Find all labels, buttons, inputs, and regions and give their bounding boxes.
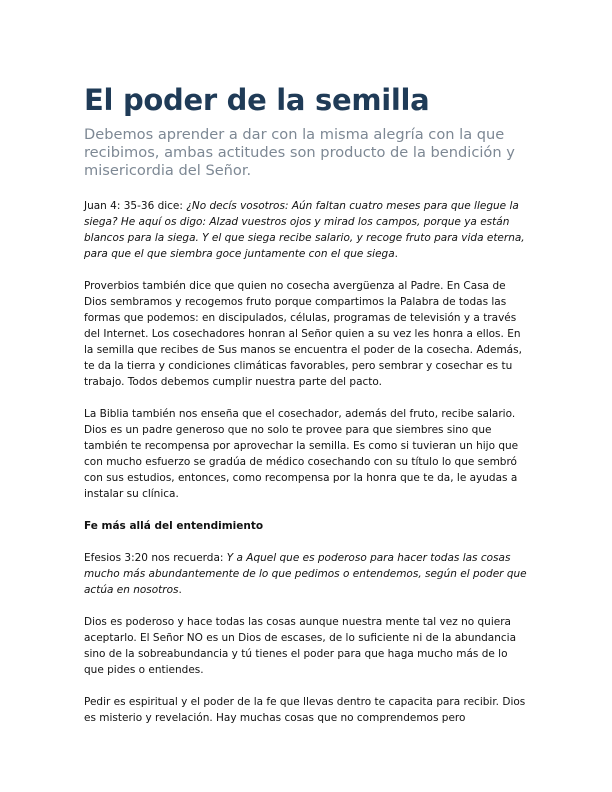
verse-reference: Juan 4: 35-36 dice: — [84, 200, 187, 212]
verse-quote: ¿No decís vosotros: Aún faltan cuatro meses para que llegue la siega? He aquí os digo: Alzad vuestros ojos y mirad los campos, porque ya están blancos para la siega. Y el que siega recibe salario, y recoge fruto para vida eterna, para que el que siembra goce juntamente con el que siega — [84, 200, 525, 260]
paragraph-poderoso: Dios es poderoso y hace todas las cosas aunque nuestra mente tal vez no quiera aceptarlo. El Señor NO es un Dios de escases, de lo suficiente ni de la abundancia sino de la sobreabundancia y tú tienes el poder para que haga mucho más de lo que pides o entiendes. — [84, 616, 517, 676]
verse-end: . — [178, 584, 182, 596]
paragraph-biblia: La Biblia también nos enseña que el cosechador, además del fruto, recibe salario. Dios es un padre generoso que no solo te provee para que siembres sino que también te recompensa por aprovechar la semilla. Es como si tuvieran un hijo que con mucho esfuerzo se gradúa de médico cosechando con su título lo que sembró con sus estudios, entonces, como recompensa por la honra que te da, le ayudas a instalar su clínica. — [84, 408, 519, 500]
article-subtitle: Debemos aprender a dar con la misma alegría con la que recibimos, ambas actitudes son producto de la bendición y misericordia del Señor. — [84, 126, 515, 179]
verse-quote: Y a Aquel que es poderoso para hacer todas las cosas mucho más abundantemente de lo que pedimos o entendemos, según el poder que actúa en nosotros — [84, 552, 527, 596]
verse-reference: Efesios 3:20 nos recuerda: — [84, 552, 227, 564]
paragraph-efesios — [84, 550, 528, 598]
paragraph-proverbios: Proverbios también dice que quien no cosecha avergüenza al Padre. En Casa de Dios sembramos y recogemos fruto porque compartimos la Palabra de todas las formas que podemos: en discipulados, células, programas de televisión y a través del Internet. Los cosechadores honran al Señor quien a su vez les honra a ellos. En la semilla que recibes de Sus manos se encuentra el poder de la cosecha. Además, te da la tierra y condiciones climáticas favorables, pero sembrar y cosechar es tu trabajo. Todos debemos cumplir nuestra parte del pacto. — [84, 280, 522, 388]
section-heading: Fe más allá del entendimiento — [84, 520, 264, 532]
article-title: El poder de la semilla — [84, 83, 430, 117]
verse-end: . — [394, 248, 398, 260]
paragraph-pedir: Pedir es espiritual y el poder de la fe que llevas dentro te capacita para recibir. Dios es misterio y revelación. Hay muchas cosas que no comprendemos pero — [84, 696, 526, 724]
paragraph-juan — [84, 198, 528, 262]
